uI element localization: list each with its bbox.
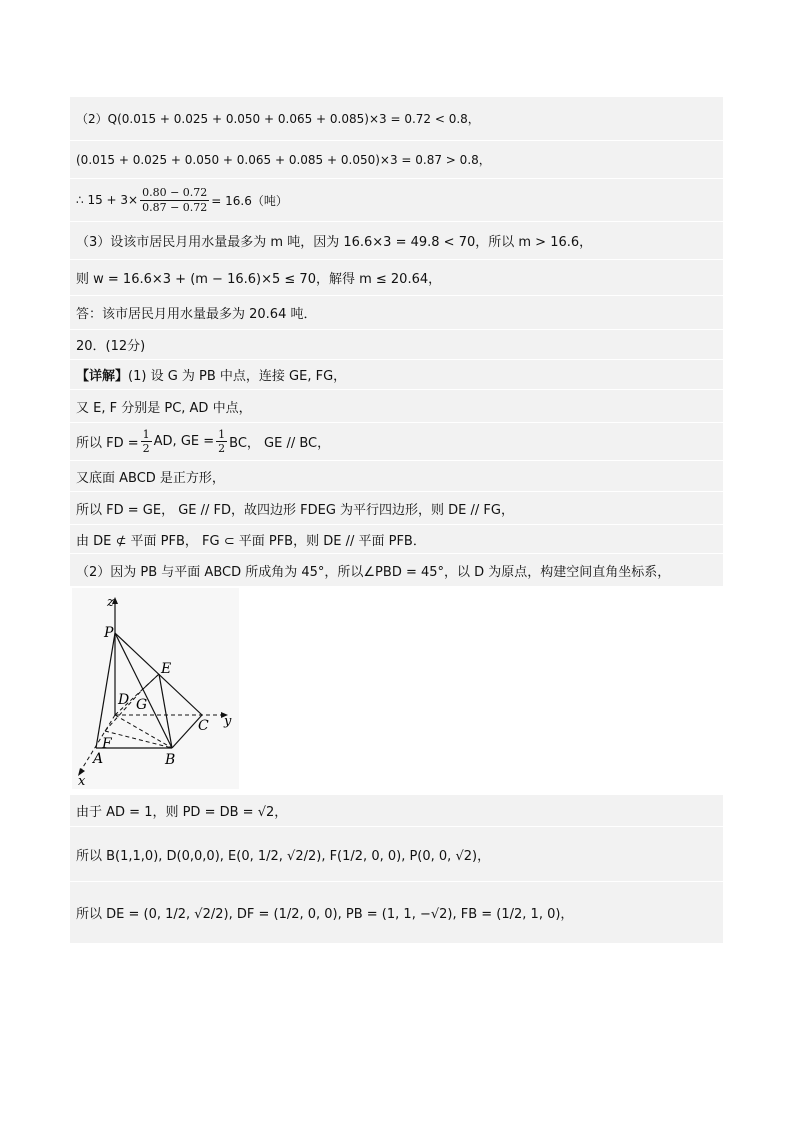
text-line-9	[70, 390, 723, 423]
line-10-part-b: AD, GE =	[153, 434, 215, 449]
fraction-denominator: 2	[142, 442, 150, 455]
label-B: B	[165, 752, 176, 768]
label-y: y	[224, 714, 232, 729]
detail-heading: 【详解】	[76, 369, 129, 384]
fraction-0.80-0.72	[140, 186, 209, 213]
line-5-text: 则 w = 16.6×3 + (m − 16.6)×5 ≤ 70，解得 m ≤ 20.64，	[76, 272, 442, 287]
text-line-1	[70, 97, 723, 141]
text-line-8	[70, 360, 723, 390]
text-line-14	[70, 554, 723, 587]
label-E: E	[161, 661, 172, 677]
label-x: x	[78, 774, 86, 789]
text-line-11	[70, 461, 723, 492]
pyramid-diagram	[72, 588, 239, 789]
line-1-text: （2）Q(0.015 + 0.025 + 0.050 + 0.065 + 0.085)×3 = 0.72 < 0.8，	[76, 112, 480, 126]
line-16-text: 所以 B(1,1,0), D(0,0,0), E(0, 1/2, √2/2), F(1/2, 0, 0), P(0, 0, √2)，	[76, 848, 491, 864]
fraction-one-half	[216, 428, 227, 455]
line-2-text: (0.015 + 0.025 + 0.050 + 0.065 + 0.085 + 0.050)×3 = 0.87 > 0.8，	[76, 153, 491, 167]
line-15-text: 由于 AD = 1，则 PD = DB = √2，	[76, 805, 288, 820]
line-3-prefix: ∴ 15 + 3×	[76, 193, 139, 207]
text-line-5	[70, 260, 723, 296]
fraction-one-half	[141, 428, 152, 455]
line-6-text: 答：该市居民月用水量最多为 20.64 吨．	[76, 307, 317, 322]
text-line-16	[70, 827, 723, 882]
edge-PB	[115, 633, 172, 748]
line-3-suffix: = 16.6（吨）	[211, 193, 288, 208]
label-C: C	[198, 718, 209, 734]
line-10-part-a: 所以 FD =	[76, 436, 139, 451]
line-9-text: 又 E, F 分别是 PC, AD 中点，	[76, 400, 252, 416]
line-11-text: 又底面 ABCD 是正方形，	[76, 470, 225, 486]
line-13-text: 由 DE ⊄ 平面 PFB， FG ⊂ 平面 PFB，则 DE // 平面 PFB．	[76, 533, 426, 549]
text-line-3	[70, 179, 723, 222]
fraction-numerator: 0.80 − 0.72	[142, 186, 208, 200]
segment-GE	[142, 674, 159, 690]
label-F: F	[102, 736, 112, 752]
line-14-text: （2）因为 PB 与平面 ABCD 所成角为 45°，所以∠PBD = 45°，以 D 为原点，构建空间直角坐标系，	[76, 564, 671, 580]
text-line-10	[70, 423, 723, 461]
pyramid-figure	[72, 588, 239, 789]
fraction-denominator: 2	[218, 442, 226, 455]
text-line-12	[70, 492, 723, 525]
problem-number: 20．(12分)	[76, 339, 146, 354]
label-P: P	[104, 625, 114, 641]
text-line-7	[70, 330, 723, 360]
line-4-text: （3）设该市居民月用水量最多为 m 吨，因为 16.6×3 = 49.8 < 70，所以 m > 16.6，	[76, 235, 593, 250]
fraction-numerator: 1	[218, 427, 226, 441]
line-8-text: (1) 设 G 为 PB 中点，连接 GE, FG，	[128, 369, 347, 384]
label-G: G	[136, 697, 148, 713]
text-line-6	[70, 296, 723, 330]
solution-content	[70, 97, 723, 944]
segment-FB	[105, 731, 172, 748]
label-z: z	[107, 595, 114, 610]
text-line-15	[70, 795, 723, 827]
line-10-part-c: BC， GE // BC，	[229, 436, 331, 451]
fraction-numerator: 1	[142, 427, 150, 441]
text-line-17	[70, 882, 723, 944]
text-line-2	[70, 141, 723, 179]
label-D: D	[118, 692, 130, 708]
text-line-13	[70, 525, 723, 554]
line-12-text: 所以 FD = GE， GE // FD，故四边形 FDEG 为平行四边形，则 DE // FG，	[76, 502, 514, 518]
fraction-denominator: 0.87 − 0.72	[142, 200, 208, 214]
text-line-4	[70, 222, 723, 260]
line-17-text: 所以 DE = (0, 1/2, √2/2), DF = (1/2, 0, 0), PB = (1, 1, −√2), FB = (1/2, 1, 0)，	[76, 907, 574, 922]
label-A: A	[93, 751, 104, 767]
